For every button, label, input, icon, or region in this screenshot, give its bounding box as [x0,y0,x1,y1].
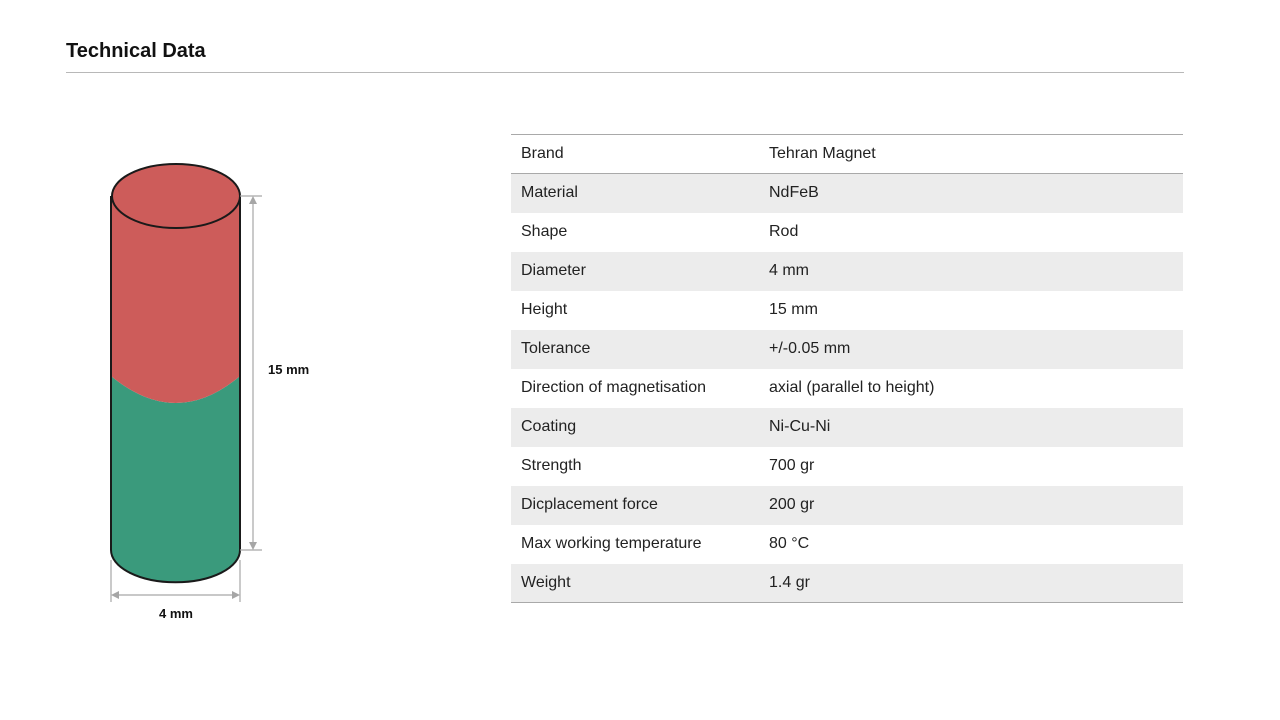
diameter-dimension-label: 4 mm [159,606,193,621]
spec-label: Strength [521,457,582,474]
spec-value: NdFeB [769,184,819,202]
spec-label: Dicplacement force [521,496,658,513]
spec-label: Weight [521,573,571,591]
magnet-rod-illustration [100,150,340,640]
spec-value: +/-0.05 mm [769,340,851,357]
spec-value: Tehran Magnet [769,145,876,162]
spec-label: Material [521,184,578,202]
spec-value: Rod [769,223,799,240]
page-title: Technical Data [66,40,206,62]
spec-value: 200 gr [769,496,815,513]
spec-value: 80 °C [769,535,810,552]
spec-row [511,564,1183,603]
spec-label: Height [521,301,568,318]
spec-row [511,486,1183,525]
spec-value: axial (parallel to height) [769,379,935,396]
spec-value: 700 gr [769,457,815,474]
spec-row [511,408,1183,447]
spec-row [511,252,1183,291]
height-dimension-label: 15 mm [268,362,310,377]
spec-row [511,525,1183,564]
spec-row [511,291,1183,330]
spec-value: 15 mm [769,301,818,318]
spec-row [511,369,1183,408]
rod-south-pole [111,376,240,582]
spec-label: Max working temperature [521,535,702,552]
spec-value: 4 mm [769,262,809,279]
spec-label: Brand [521,145,564,162]
spec-value: 1.4 gr [769,573,810,591]
title-divider [66,72,1184,73]
rod-top-cap [112,164,240,228]
spec-label: Tolerance [521,340,591,357]
spec-label: Shape [521,223,568,240]
specifications-table [511,134,1183,603]
spec-row [511,447,1183,486]
spec-label: Coating [521,418,577,435]
spec-row [511,174,1183,213]
spec-label: Direction of magnetisation [521,379,706,396]
spec-row [511,330,1183,369]
spec-label: Diameter [521,262,586,279]
magnet-rod-drawing [100,150,340,640]
spec-row [511,213,1183,252]
spec-row [511,135,1183,174]
spec-value: Ni-Cu-Ni [769,418,831,435]
